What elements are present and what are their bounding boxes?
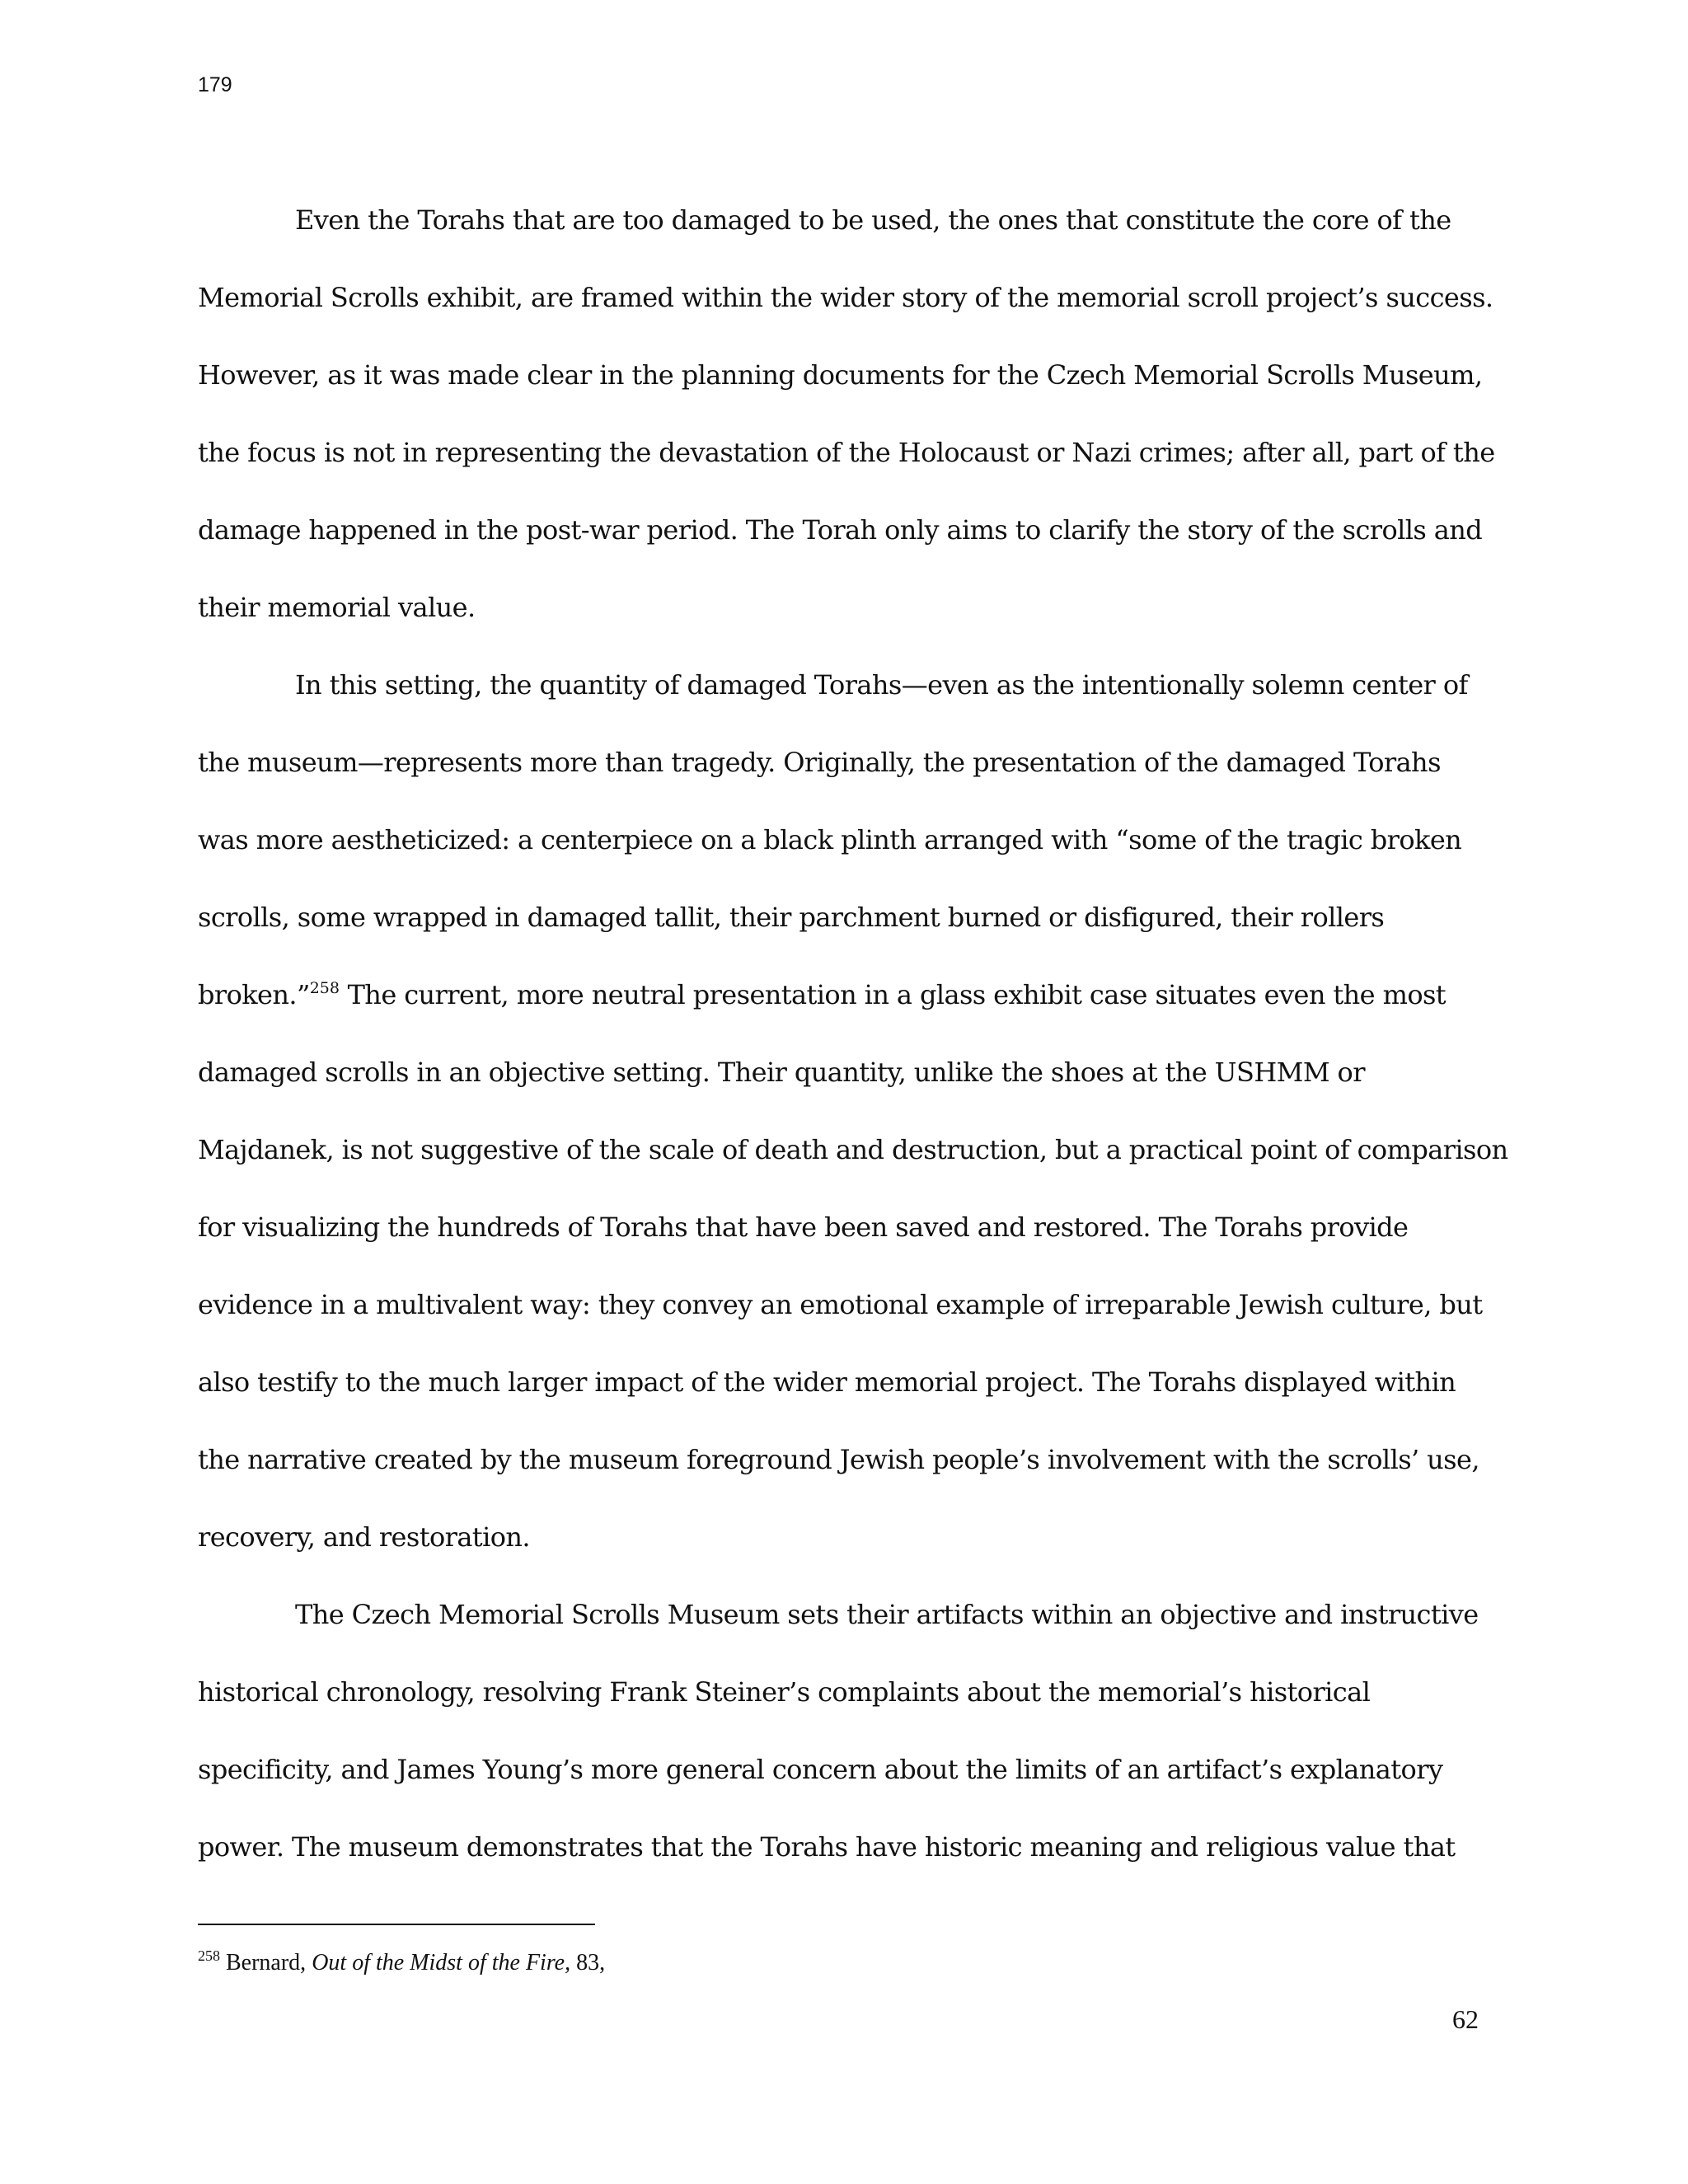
footnote-pages: 83, <box>576 1950 606 1975</box>
header-page-number: 179 <box>198 73 232 96</box>
footnote-title: Out of the Midst of the Fire, <box>312 1950 571 1975</box>
footnote-number: 258 <box>198 1947 220 1964</box>
footnote <box>198 1947 605 1981</box>
body-line-end: The current, more neutral presentation in a glass exhibit case situates even the most <box>347 979 1447 1010</box>
body-line: recovery, and restoration. <box>198 1521 530 1553</box>
body-line: power. The museum demonstrates that the Torahs have historic meaning and religious value that <box>198 1831 1456 1863</box>
footnote-divider <box>198 1924 595 1925</box>
body-line: also testify to the much larger impact of the wider memorial project. The Torahs displayed within <box>198 1366 1456 1398</box>
body-line: The Czech Memorial Scrolls Museum sets their artifacts within an objective and instructive <box>295 1599 1479 1630</box>
body-line: Even the Torahs that are too damaged to be used, the ones that constitute the core of the <box>295 204 1451 236</box>
body-text <box>198 196 1508 1900</box>
body-line: their memorial value. <box>198 592 476 623</box>
footnote-reference[interactable]: 258 <box>309 979 340 997</box>
body-line: was more aestheticized: a centerpiece on a black plinth arranged with “some of the tragic broken <box>198 824 1462 855</box>
body-line: for visualizing the hundreds of Torahs that have been saved and restored. The Torahs provide <box>198 1212 1409 1243</box>
body-line: historical chronology, resolving Frank Steiner’s complaints about the memorial’s historical <box>198 1676 1371 1708</box>
footer-page-number: 62 <box>1452 2004 1479 2034</box>
body-line: damaged scrolls in an objective setting. Their quantity, unlike the shoes at the USHMM or <box>198 1057 1365 1088</box>
body-line: However, as it was made clear in the planning documents for the Czech Memorial Scrolls Museum, <box>198 359 1483 391</box>
body-line: the narrative created by the museum foreground Jewish people’s involvement with the scrolls’ use, <box>198 1444 1479 1475</box>
body-line: the museum—represents more than tragedy. Originally, the presentation of the damaged Torahs <box>198 747 1441 778</box>
footnote-author: Bernard, <box>226 1950 307 1975</box>
body-line-start: broken.” <box>198 979 310 1010</box>
body-line-with-footnote <box>198 971 1488 1048</box>
body-line: the focus is not in representing the devastation of the Holocaust or Nazi crimes; after all, part of the <box>198 437 1495 468</box>
body-line: specificity, and James Young’s more general concern about the limits of an artifact’s explanatory <box>198 1754 1443 1785</box>
body-line: scrolls, some wrapped in damaged tallit, their parchment burned or disfigured, their rollers <box>198 902 1385 933</box>
body-line: In this setting, the quantity of damaged Torahs—even as the intentionally solemn center of <box>295 669 1468 701</box>
body-line: damage happened in the post-war period. The Torah only aims to clarify the story of the scrolls and <box>198 514 1483 546</box>
body-line: Memorial Scrolls exhibit, are framed within the wider story of the memorial scroll project’s success. <box>198 282 1493 313</box>
body-line: evidence in a multivalent way: they convey an emotional example of irreparable Jewish culture, but <box>198 1289 1483 1320</box>
body-line: Majdanek, is not suggestive of the scale of death and destruction, but a practical point of comparison <box>198 1134 1508 1165</box>
